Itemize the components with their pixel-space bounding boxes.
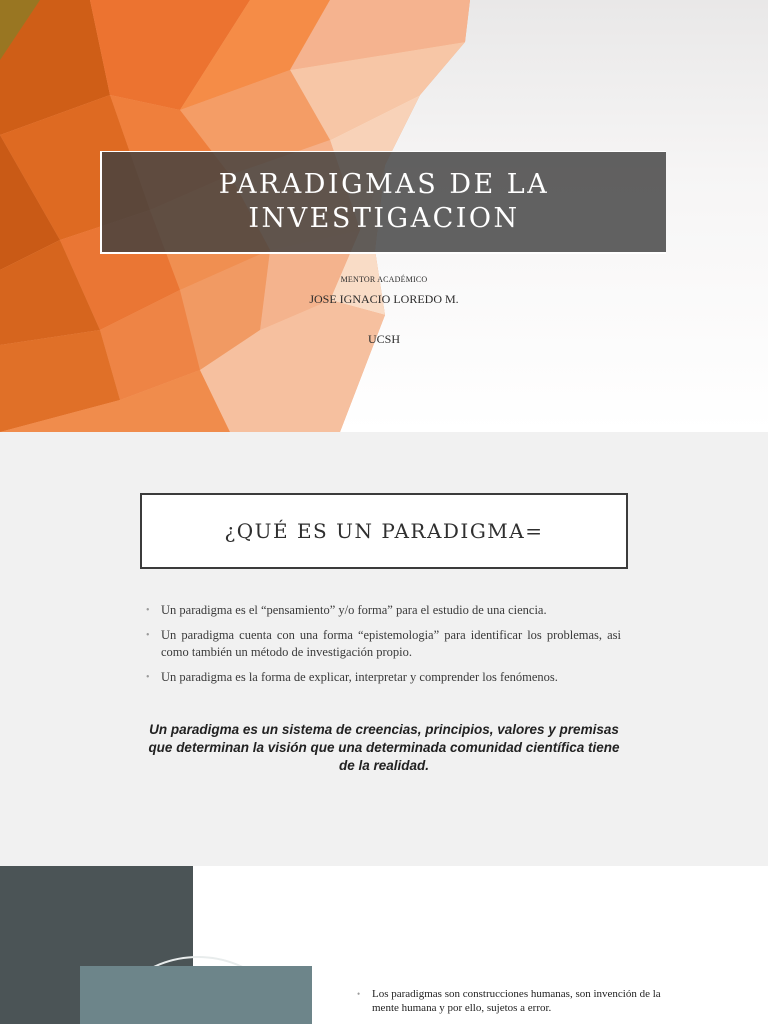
list-item-text: Los paradigmas son construcciones humanas, son invención de la mente humana y por ello, sujetos a error. <box>372 988 661 1014</box>
list-item <box>146 669 621 686</box>
bullet-icon: • <box>146 672 150 683</box>
title-box <box>100 151 666 254</box>
slide-heading: ¿QUÉ ES UN PARADIGMA= <box>224 519 544 543</box>
institution-name: UCSH <box>367 332 400 346</box>
mentor-label: MENTOR ACADÉMICO <box>340 275 428 284</box>
teal-decorative-block <box>80 966 312 1024</box>
bullet-icon: • <box>146 605 150 616</box>
slide-title: PARADIGMAS DE LA INVESTIGACION <box>218 169 550 234</box>
title-slide <box>0 0 768 432</box>
list-item-text: Un paradigma es la forma de explicar, interpretar y comprender los fenómenos. <box>161 670 558 684</box>
bullet-list <box>357 987 687 1015</box>
bullet-list <box>146 602 621 694</box>
list-item-text: Un paradigma cuenta con una forma “epistemologia” para identificar los problemas, asi como también un método de investigación propio. <box>161 628 621 659</box>
list-item-text: Un paradigma es el “pensamiento” y/o forma” para el estudio de una ciencia. <box>161 603 547 617</box>
mentor-name: JOSE IGNACIO LOREDO M. <box>309 292 459 306</box>
list-item <box>357 987 687 1015</box>
bullet-icon: • <box>146 630 150 641</box>
definition-quote: Un paradigma es un sistema de creencias, principios, valores y premisas que determinan la visión que una determinada comunidad científica tiene de la realidad. <box>148 722 620 773</box>
list-item <box>146 602 621 619</box>
third-slide <box>0 866 768 1024</box>
heading-box <box>140 493 628 569</box>
definition-slide <box>0 432 768 866</box>
bullet-icon: • <box>357 989 361 999</box>
list-item <box>146 627 621 661</box>
